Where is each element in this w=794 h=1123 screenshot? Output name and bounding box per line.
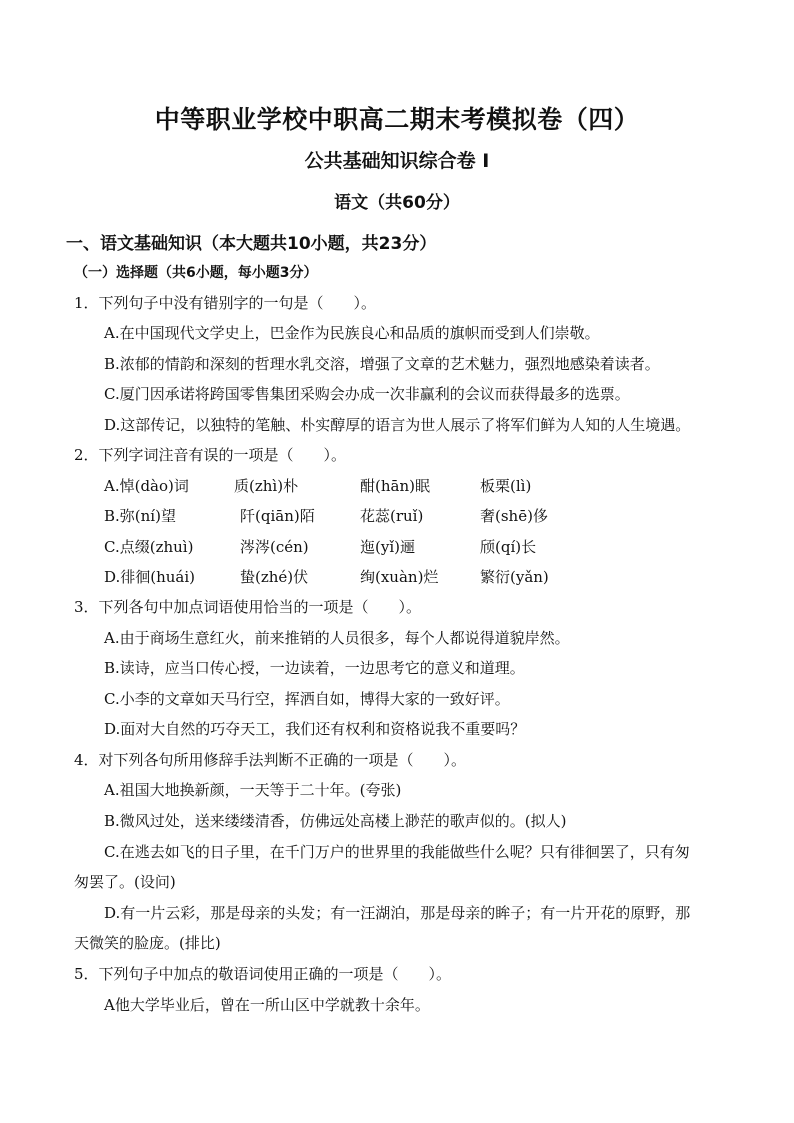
question-2-cell: 酣(hān)眠 xyxy=(360,477,430,495)
question-3-option-c: C.小李的文章如天马行空，挥洒自如，博得大家的一致好评。 xyxy=(104,690,510,708)
question-4-option-d: D.有一片云彩，那是母亲的头发；有一汪湖泊，那是母亲的眸子；有一片开花的原野，那 xyxy=(104,904,691,922)
question-2-cell: 蛰(zhé)伏 xyxy=(240,568,309,586)
question-2-cell: 迤(yǐ)逦 xyxy=(360,538,415,556)
question-2-cell: C.点缀(zhuì) xyxy=(104,538,194,556)
question-2-cell: 颀(qí)长 xyxy=(480,538,537,556)
section-title: 语文（共60分） xyxy=(334,193,460,213)
question-1-option-d: D.这部传记，以独特的笔触、朴实醇厚的语言为世人展示了将军们鲜为人知的人生境遇。 xyxy=(104,416,691,434)
question-2-cell: D.徘徊(huái) xyxy=(104,568,196,586)
question-5-option-a: A他大学毕业后，曾在一所山区中学就教十余年。 xyxy=(104,996,430,1014)
question-2-cell: 绚(xuàn)烂 xyxy=(360,568,439,586)
question-1-option-a: A.在中国现代文学史上，巴金作为民族良心和品质的旗帜而受到人们崇敬。 xyxy=(104,324,600,342)
page-subtitle: 公共基础知识综合卷 I xyxy=(304,150,490,172)
question-3-option-d: D.面对大自然的巧夺天工，我们还有权利和资格说我不重要吗？ xyxy=(104,720,526,738)
question-2-cell: A.悼(dào)词 xyxy=(104,477,189,495)
question-4-option-d-cont: 天微笑的脸庞。(排比) xyxy=(74,934,221,952)
question-2-cell: 板栗(lì) xyxy=(480,477,532,495)
part-heading: 一、语文基础知识（本大题共10小题，共23分） xyxy=(66,234,437,254)
question-4-option-c-cont: 匆罢了。(设问) xyxy=(74,873,176,891)
question-2-cell: 涔涔(cén) xyxy=(240,538,309,556)
question-2-cell: 质(zhì)朴 xyxy=(234,477,299,495)
question-4-option-a: A.祖国大地换新颜，一天等于二十年。(夸张) xyxy=(104,781,402,799)
question-2-cell: 奢(shē)侈 xyxy=(480,507,548,525)
question-3-option-a: A.由于商场生意红火，前来推销的人员很多，每个人都说得道貌岸然。 xyxy=(104,629,570,647)
question-4-option-c: C.在逃去如飞的日子里，在千门万户的世界里的我能做些什么呢？只有徘徊罢了，只有匆 xyxy=(104,843,690,861)
question-3-option-b: B.读诗，应当口传心授，一边读着，一边思考它的意义和道理。 xyxy=(104,659,525,677)
question-4-option-b: B.微风过处，送来缕缕清香，仿佛远处高楼上渺茫的歌声似的。(拟人) xyxy=(104,812,567,830)
question-5-stem: 5．下列句子中加点的敬语词使用正确的一项是（ ）。 xyxy=(74,965,452,983)
page-title: 中等职业学校中职高二期末考模拟卷（四） xyxy=(154,105,640,134)
subpart-heading: （一）选择题（共6小题，每小题3分） xyxy=(74,265,318,281)
question-2-cell: B.弥(ní)望 xyxy=(104,507,176,525)
question-4-stem: 4．对下列各句所用修辞手法判断不正确的一项是（ ）。 xyxy=(74,751,467,769)
question-1-stem: 1．下列句子中没有错别字的一句是（ ）。 xyxy=(74,294,377,312)
question-2-cell: 阡(qiān)陌 xyxy=(240,507,315,525)
question-2-stem: 2．下列字词注音有误的一项是（ ）。 xyxy=(74,446,347,464)
question-3-stem: 3．下列各句中加点词语使用恰当的一项是（ ）。 xyxy=(74,598,422,616)
question-1-option-c: C.厦门因承诺将跨国零售集团采购会办成一次非赢利的会议而获得最多的选票。 xyxy=(104,385,630,403)
question-1-option-b: B.浓郁的情韵和深刻的哲理水乳交溶，增强了文章的艺术魅力，强烈地感染着读者。 xyxy=(104,355,660,373)
question-2-cell: 花蕊(ruǐ) xyxy=(360,507,424,525)
question-2-cell: 繁衍(yǎn) xyxy=(480,568,549,586)
